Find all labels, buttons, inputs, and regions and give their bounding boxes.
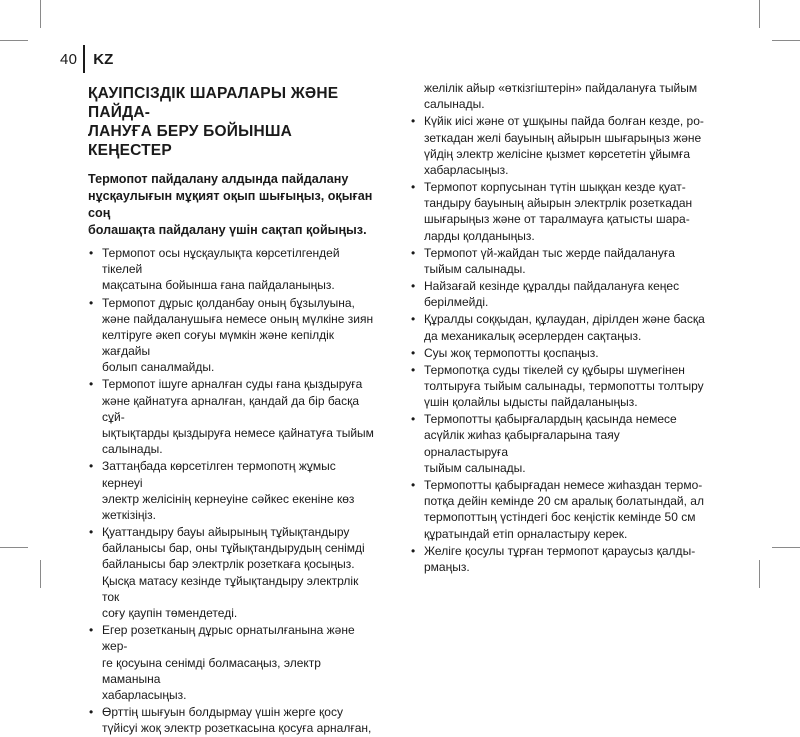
language-label: KZ [93,50,114,68]
item-line: термопоттың үстіндегі бос кеңістік кемінде 50 см [424,510,696,525]
item-line: Қуаттандыру бауы айырының тұйықтандыру [102,525,350,540]
crop-mark-left-bottom [0,547,28,548]
item-line: Қысқа матасу кезінде тұйықтандыру электрлік ток [102,573,359,604]
intro-paragraph [88,171,378,239]
item-line: жеткізіңіз. [102,507,157,522]
item-line: Термопот корпусынан түтін шыққан кезде қуат- [424,180,686,194]
item-line: соғу қаупін төмендетеді. [102,606,238,621]
item-line: тандыру бауының айырын электрлік розеткадан [424,196,693,211]
item-line: Найзағай кезінде құралды пайдалануға кеңес [424,279,680,293]
item-line: және қайнатуға арналған, қандай да бір басқа сұй- [102,393,360,424]
item-line: хабарласыңыз. [102,687,187,702]
item-line: болып саналмайды. [102,360,215,375]
item-line: үйдің электр желісіне қызмет көрсететін ұйымға [424,146,691,161]
page-number: 40 [60,50,78,68]
item-line: ларды қолданыңыз. [424,228,535,243]
item-line: құратындай етіп орналастыру керек. [424,526,628,541]
crop-mark-bottom-left [40,560,41,588]
page-header [60,44,113,74]
list-item [410,345,706,361]
crop-mark-left-top [0,40,28,41]
header-divider [83,45,85,73]
item-line: Термопот ішуге арналған суды ғана қыздыруға [102,377,363,392]
item-line: Заттаңбада көрсетілген термопотң жұмыс кернеуі [102,459,336,490]
list-item [410,477,706,542]
list-item [88,524,378,621]
list-item [88,458,378,523]
list-item [410,113,706,178]
intro-line: нұсқаулығын мұқият оқып шығыңыз, оқыған соң [88,189,373,220]
crop-mark-right-bottom [772,547,800,548]
item-line: түйісуі жоқ электр розеткасына қосуға арналған, [102,721,372,736]
section-title [88,84,378,160]
left-column [88,84,378,737]
right-safety-list [410,80,706,575]
list-item [410,179,706,244]
list-item [410,245,706,277]
item-line: Термопотқа суды тікелей су құбыры шүмегінен [424,362,685,377]
item-line: желілік айыр «өткізгіштерін» пайдалануға тыйым [424,81,698,95]
item-line: тыйым салынады. [424,261,526,276]
item-line: асүйлік жиһаз қабырғаларына таяу орналастыруға [424,428,620,459]
crop-mark-right-top [772,40,800,41]
item-line: толтыруға тыйым салынады, термопотты толтыру [424,378,704,393]
intro-line: болашақта пайдалану үшін сақтап қойыңыз. [88,223,367,237]
item-line: мақсатына бойынша ғана пайдаланыңыз. [102,278,335,293]
item-line: шығарыңыз және от таралмауға қатысты шара- [424,212,690,227]
list-item [88,295,378,376]
item-line: ге қосуына сенімді болмасаңыз, электр маманына [102,655,321,686]
item-line: байланысы бар, оны тұйықтандырудың сенімді [102,541,365,556]
title-line: ЛАНУҒА БЕРУ БОЙЫНША КЕҢЕСТЕР [88,123,293,159]
item-line: Өрттің шығуын болдырмау үшін жерге қосу [102,705,343,720]
item-line: және пайдаланушыға немесе оның мүлкіне зиян [102,311,374,326]
item-line: Күйік иісі және от ұшқыны пайда болған кезде, ро- [424,114,704,129]
title-line: ҚАУІПСІЗДІК ШАРАЛАРЫ ЖӘНЕ ПАЙДА- [88,85,339,121]
list-item [410,311,706,343]
item-line: берілмейді. [424,295,489,310]
item-line: потқа дейін кемінде 20 см аралық болатындай, ал [424,494,704,509]
item-line: салынады. [424,97,485,112]
item-line: ықтықтарды қыздыруға немесе қайнатуға тыйым [102,426,374,441]
list-item [410,411,706,476]
item-line: рмаңыз. [424,559,470,574]
list-item [88,376,378,457]
item-line: тыйым салынады. [424,460,526,475]
crop-mark-bottom-right [759,560,760,588]
item-line: Құралды соққыдан, құлаудан, дірілден және басқа [424,312,705,327]
item-line: Термопотты қабырғалардың қасында немесе [424,412,677,427]
intro-line: Термопот пайдалану алдында пайдалану [88,172,349,186]
list-item [410,543,706,575]
item-line: байланысы бар электрлік розеткаға қосыңыз. [102,557,355,572]
crop-mark-top-right [759,0,760,28]
item-line: Егер розетканың дұрыс орнатылғанына және жер- [102,623,355,654]
left-safety-list [88,245,378,736]
list-item [410,278,706,310]
item-line: Желіге қосулы тұрған термопот қараусыз қалды- [424,543,696,558]
list-item [88,245,378,294]
item-line: салынады. [102,442,163,457]
list-item-continuation [410,80,706,112]
item-line: хабарласыңыз. [424,162,509,177]
item-line: Суы жоқ термопотты қоспаңыз. [424,345,599,360]
crop-mark-top-left [40,0,41,28]
item-line: келтіруге әкеп соғуы мүмкін және кепілдік жағдайы [102,327,335,359]
right-column [410,80,706,576]
item-line: да механикалық әсерлерден сақтаңыз. [424,328,642,343]
item-line: Термопотты қабырғадан немесе жиһаздан термо- [424,477,703,492]
item-line: үшін қолайлы ыдысты пайдаланыңыз. [424,395,638,410]
item-line: зеткадан желі бауының айырын шығарыңыз және [424,130,702,145]
item-line: Термопот үй-жайдан тыс жерде пайдалануға [424,245,675,260]
list-item [88,704,378,736]
item-line: электр желісінің кернеуіне сәйкес екеніне көз [102,491,355,506]
item-line: Термопот дұрыс қолданбау оның бұзылуына, [102,295,355,310]
item-line: Термопот осы нұсқаулықта көрсетілгендей тікелей [102,246,340,277]
list-item [410,362,706,411]
list-item [88,622,378,703]
